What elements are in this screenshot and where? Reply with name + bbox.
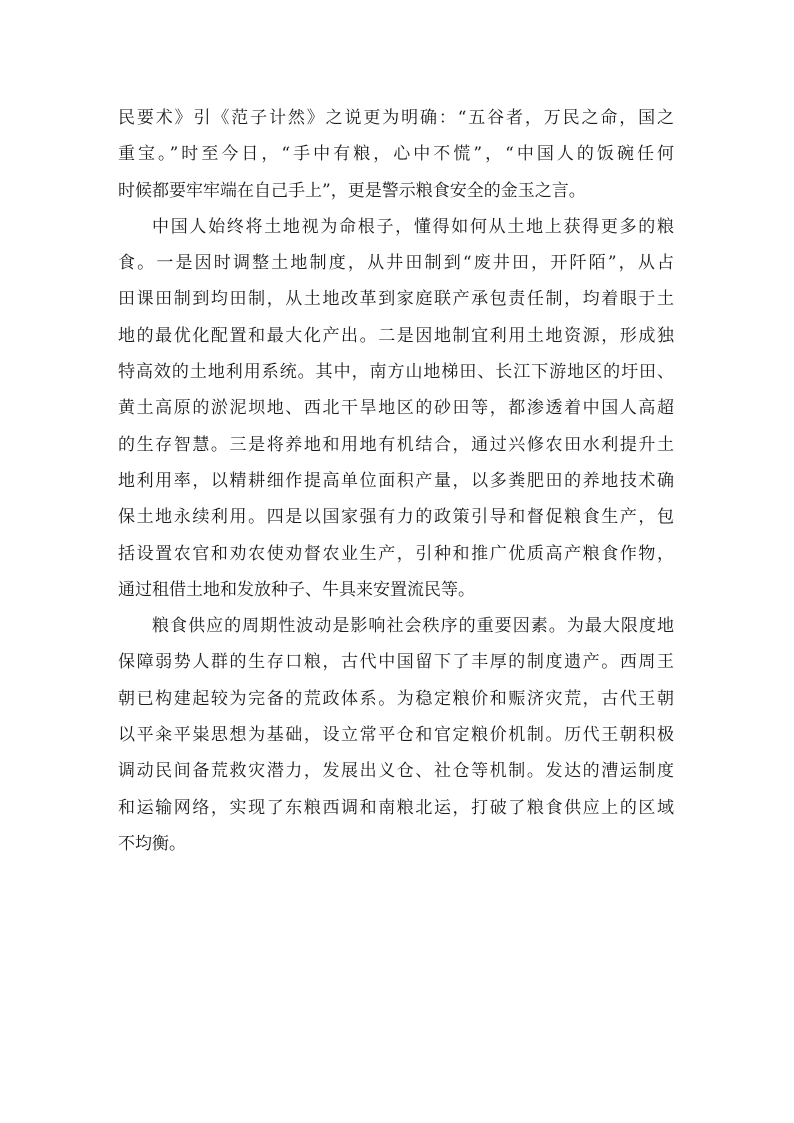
paragraph-grain-supply <box>118 608 674 862</box>
paragraph-land <box>118 209 674 608</box>
text-line: 括设置农官和劝农使劝督农业生产，引种和推广优质高产粮食作物， <box>118 543 674 564</box>
text-line: 民要术》引《范子计然》之说更为明确：“五谷者，万民之命，国之 <box>118 108 674 128</box>
text-line: 黄土高原的淤泥坝地、西北干旱地区的砂田等，都渗透着中国人高超 <box>118 398 674 419</box>
article-body <box>118 100 674 862</box>
text-line: 中国人始终将土地视为命根子，懂得如何从土地上获得更多的粮 <box>152 216 674 237</box>
text-line: 重宝。”时至今日，“手中有粮，心中不慌”，“中国人的饭碗任何 <box>118 144 674 165</box>
text-line: 以平籴平粜思想为基础，设立常平仓和官定粮价机制。历代王朝积极 <box>118 725 674 746</box>
text-line: 不均衡。 <box>118 833 186 854</box>
text-line: 保土地永续利用。四是以国家强有力的政策引导和督促粮食生产，包 <box>118 507 674 528</box>
text-line: 食。一是因时调整土地制度，从井田制到“废井田，开阡陌”，从占 <box>118 253 674 274</box>
text-line: 地的最优化配置和最大化产出。二是因地制宜利用土地资源，形成独 <box>118 325 674 346</box>
text-line: 田课田制到均田制，从土地改革到家庭联产承包责任制，均着眼于土 <box>118 289 674 310</box>
text-line: 的生存智慧。三是将养地和用地有机结合，通过兴修农田水利提升土 <box>118 434 674 455</box>
text-line: 时候都要牢牢端在自己手上”，更是警示粮食安全的金玉之言。 <box>118 180 586 201</box>
text-line: 特高效的土地利用系统。其中，南方山地梯田、长江下游地区的圩田、 <box>118 362 674 383</box>
text-line: 朝已构建起较为完备的荒政体系。为稳定粮价和赈济灾荒，古代王朝 <box>118 688 674 709</box>
text-line: 通过租借土地和发放种子、牛具来安置流民等。 <box>118 579 475 600</box>
text-line: 调动民间备荒救灾潜力，发展出义仓、社仓等机制。发达的漕运制度 <box>118 761 674 782</box>
paragraph-continuation <box>118 100 674 209</box>
text-line: 粮食供应的周期性波动是影响社会秩序的重要因素。为最大限度地 <box>152 616 674 637</box>
text-line: 地利用率，以精耕细作提高单位面积产量，以多粪肥田的养地技术确 <box>118 470 674 491</box>
text-line: 保障弱势人群的生存口粮，古代中国留下了丰厚的制度遗产。西周王 <box>118 652 674 673</box>
text-line: 和运输网络，实现了东粮西调和南粮北运，打破了粮食供应上的区域 <box>118 797 674 818</box>
